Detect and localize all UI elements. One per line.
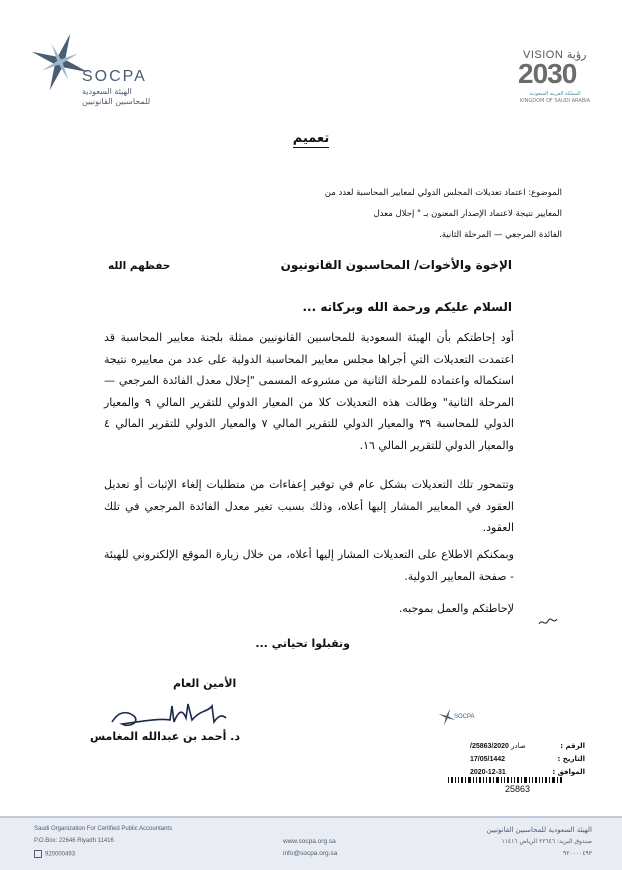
reference-block — [470, 740, 585, 779]
footer-phone-ar: ٩٢٠٠٠٠٤٩٣ — [562, 850, 592, 857]
paragraph-4: لإحاطتكم والعمل بموجبه. — [398, 602, 514, 615]
footer-phone-en: 920000493 — [34, 850, 75, 858]
paragraph-2: وتتمحور تلك التعديلات بشكل عام في توفير إعفاءات من متطلبات إلغاء الإثبات أو تعديل العقود في المعايير المشار إليها أعلاه، وذلك بسبب تغير معدل الفائدة المرجعي في تلك العقود. — [104, 478, 514, 534]
handwritten-signature — [108, 692, 228, 732]
ref-number-suffix: صادر — [511, 742, 526, 750]
subject-line-3: الفائدة المرجعي — المرحلة الثانية. — [439, 230, 562, 240]
ref-greg-label: الموافق : — [552, 768, 585, 776]
socpa-name: SOCPA — [82, 68, 147, 85]
regards: حفظهم الله — [108, 260, 171, 272]
vision-text-ar: رؤية — [566, 49, 587, 61]
footer-email[interactable]: info@socpa.org.sa — [283, 850, 338, 857]
socpa-star-icon — [30, 32, 90, 92]
socpa-name-ar-1: الهيئة السعودية — [82, 87, 132, 96]
closing: وتقبلوا تحياتي ... — [255, 637, 350, 650]
signatory-name: د. أحمد بن عبدالله المغامس — [90, 730, 240, 743]
ref-date-value: 17/05/1442 — [470, 756, 506, 763]
document-title: تعميم — [292, 131, 330, 146]
ref-date-row — [470, 753, 585, 766]
subject-block — [292, 183, 562, 246]
footer-pobox-en: P.O.Box: 22646 Riyadh 11416 — [34, 838, 114, 844]
barcode-number: 25863 — [505, 784, 531, 794]
socpa-logo — [30, 20, 170, 115]
initials-mark — [537, 615, 559, 629]
footer-org-name-ar: الهيئة السعودية للمحاسبين القانونيين — [486, 826, 592, 834]
stamp-name: SOCPA — [454, 714, 475, 720]
greeting: السلام عليكم ورحمة الله وبركاته ... — [302, 300, 512, 314]
footer-divider — [0, 816, 622, 818]
subject-line-1: الموضوع: اعتماد تعديلات المجلس الدولي لمعايير المحاسبة لعدد من — [324, 188, 562, 198]
footer-pobox-ar: صندوق البريد: ٢٢٦٤٦ الرياض ١١٤١٦ — [501, 838, 592, 845]
phone-icon — [34, 850, 42, 858]
ref-number-value: 25863/2020/ — [470, 743, 509, 750]
reference-stamp-logo — [438, 706, 493, 734]
vision-subtitle-ar: المملكة العربية السعودية — [529, 91, 581, 97]
ref-number-label: الرقم : — [560, 742, 585, 750]
signatory-title: الأمين العام — [173, 677, 237, 690]
footer-website[interactable]: www.socpa.org.sa — [283, 838, 336, 845]
ref-greg-value: 2020-12-31 — [470, 769, 506, 776]
barcode — [448, 777, 563, 783]
vision-2030-logo — [515, 48, 605, 110]
vision-subtitle-en: KINGDOM OF SAUDI ARABIA — [519, 98, 591, 104]
vision-text: VISION — [523, 49, 564, 61]
paragraph-1: أود إحاطتكم بأن الهيئة السعودية للمحاسبين القانونيين ممثلة بلجنة معايير المحاسبة قد اعتمدت التعديلات التي أجراها مجلس معايير المحاسبة الدولية على عدد من معاييره نتيجة استكماله واعتماده للمرحلة الثانية من مشروعه المسمى "إحلال معدل الفائدة المرجعي — المرحلة الثانية" وطالت هذه التعديلات كلا من المعيار الدولي للتقرير المالي ٩ والمعيار الدولي للمحاسبة ٣٩ والمعيار الدولي للتقرير المالي ٧ والمعيار الدولي للتقرير المالي ٤ والمعيار الدولي للتقرير المالي ١٦. — [104, 331, 514, 452]
ref-number-row — [470, 740, 585, 753]
socpa-name-ar-2: للمحاسبين القانونيين — [82, 97, 151, 106]
subject-line-2: المعايير نتيجة لاعتماد الإصدار المعنون بـ " إحلال معدل — [373, 209, 562, 219]
addressee: الإخوة والأخوات/ المحاسبون القانونيون — [280, 258, 512, 272]
paragraph-3: وبمكنكم الاطلاع على التعديلات المشار إليها أعلاه، من خلال زيارة الموقع الإلكتروني للهيئة - صفحة المعايير الدولية. — [104, 548, 514, 583]
ref-date-label: التاريخ : — [557, 755, 585, 763]
vision-year: 2030 — [518, 58, 577, 89]
footer-org-name-en: Saudi Organization For Certified Public Accountants — [34, 826, 173, 832]
